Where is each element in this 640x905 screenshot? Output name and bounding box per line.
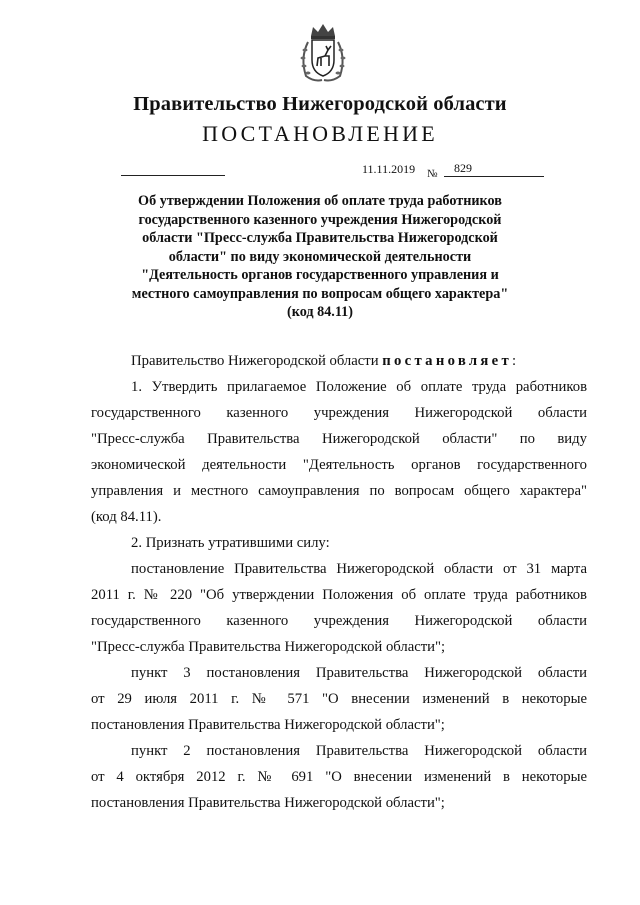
title-line: (код 84.11) [287,304,353,320]
intro-text: Правительство Нижегородской области [131,353,379,369]
paragraph-3-line: постановление Правительства Нижегородской области от 31 марта [131,561,587,577]
paragraph-3-line: "Пресс-служба Правительства Нижегородской области"; [91,639,446,655]
title-line: области" по виду экономической деятельности [168,248,472,265]
coat-of-arms-emblem [298,22,348,84]
title-line: Об утверждении Положения об оплате труда работников [138,193,502,209]
document-body [91,348,587,816]
title-line: области "Пресс-служба Правительства Нижегородской [142,230,498,246]
paragraph-5-line: постановления Правительства Нижегородской области"; [91,795,445,811]
paragraph-5-line: от 4 октября 2012 г. № 691 "О внесении изменений в некоторые [91,769,587,785]
document-number: 829 [454,161,472,175]
paragraph-1-line: (код 84.11). [91,509,162,525]
paragraph-4-line: постановления Правительства Нижегородской области"; [91,717,445,733]
paragraph-3-line: государственного казенного учреждения Нижегородской области [91,613,587,629]
paragraph-1-line: управления и местного самоуправления по вопросам общего характера" [91,483,587,499]
number-label: № [427,168,438,180]
paragraph-1-line: экономической деятельности "Деятельность органов государственного [91,457,587,473]
paragraph-4-line: пункт 3 постановления Правительства Нижегородской области [131,665,587,681]
document-title [110,192,530,322]
paragraph-1-line: 1. Утвердить прилагаемое Положение об оплате труда работников [131,379,587,395]
intro-colon: : [512,353,517,369]
paragraph-3-line: 2011 г. № 220 "Об утверждении Положения об оплате труда работников [91,587,587,603]
title-line: государственного казенного учреждения Нижегородской [138,211,502,228]
title-line: "Деятельность органов государственного управления и [141,267,499,283]
document-type: ПОСТАНОВЛЕНИЕ [202,121,438,146]
intro-line [91,348,587,374]
document-date: 11.11.2019 [362,162,416,176]
intro-keyword: постановляет [382,353,513,369]
paragraph-5-line: пункт 2 постановления Правительства Нижегородской области [131,743,587,759]
paragraph-2: 2. Признать утратившими силу: [131,535,330,551]
number-underline [444,176,544,177]
paragraph-4-line: от 29 июля 2011 г. № 571 "О внесении изменений в некоторые [91,691,587,707]
paragraph-1-line: государственного казенного учреждения Нижегородской области [91,405,587,421]
title-line: местного самоуправления по вопросам общего характера" [131,285,509,302]
government-name: Правительство Нижегородской области [133,93,507,115]
date-underline-left [121,175,225,176]
paragraph-1-line: "Пресс-служба Правительства Нижегородской области" по виду [91,431,587,447]
